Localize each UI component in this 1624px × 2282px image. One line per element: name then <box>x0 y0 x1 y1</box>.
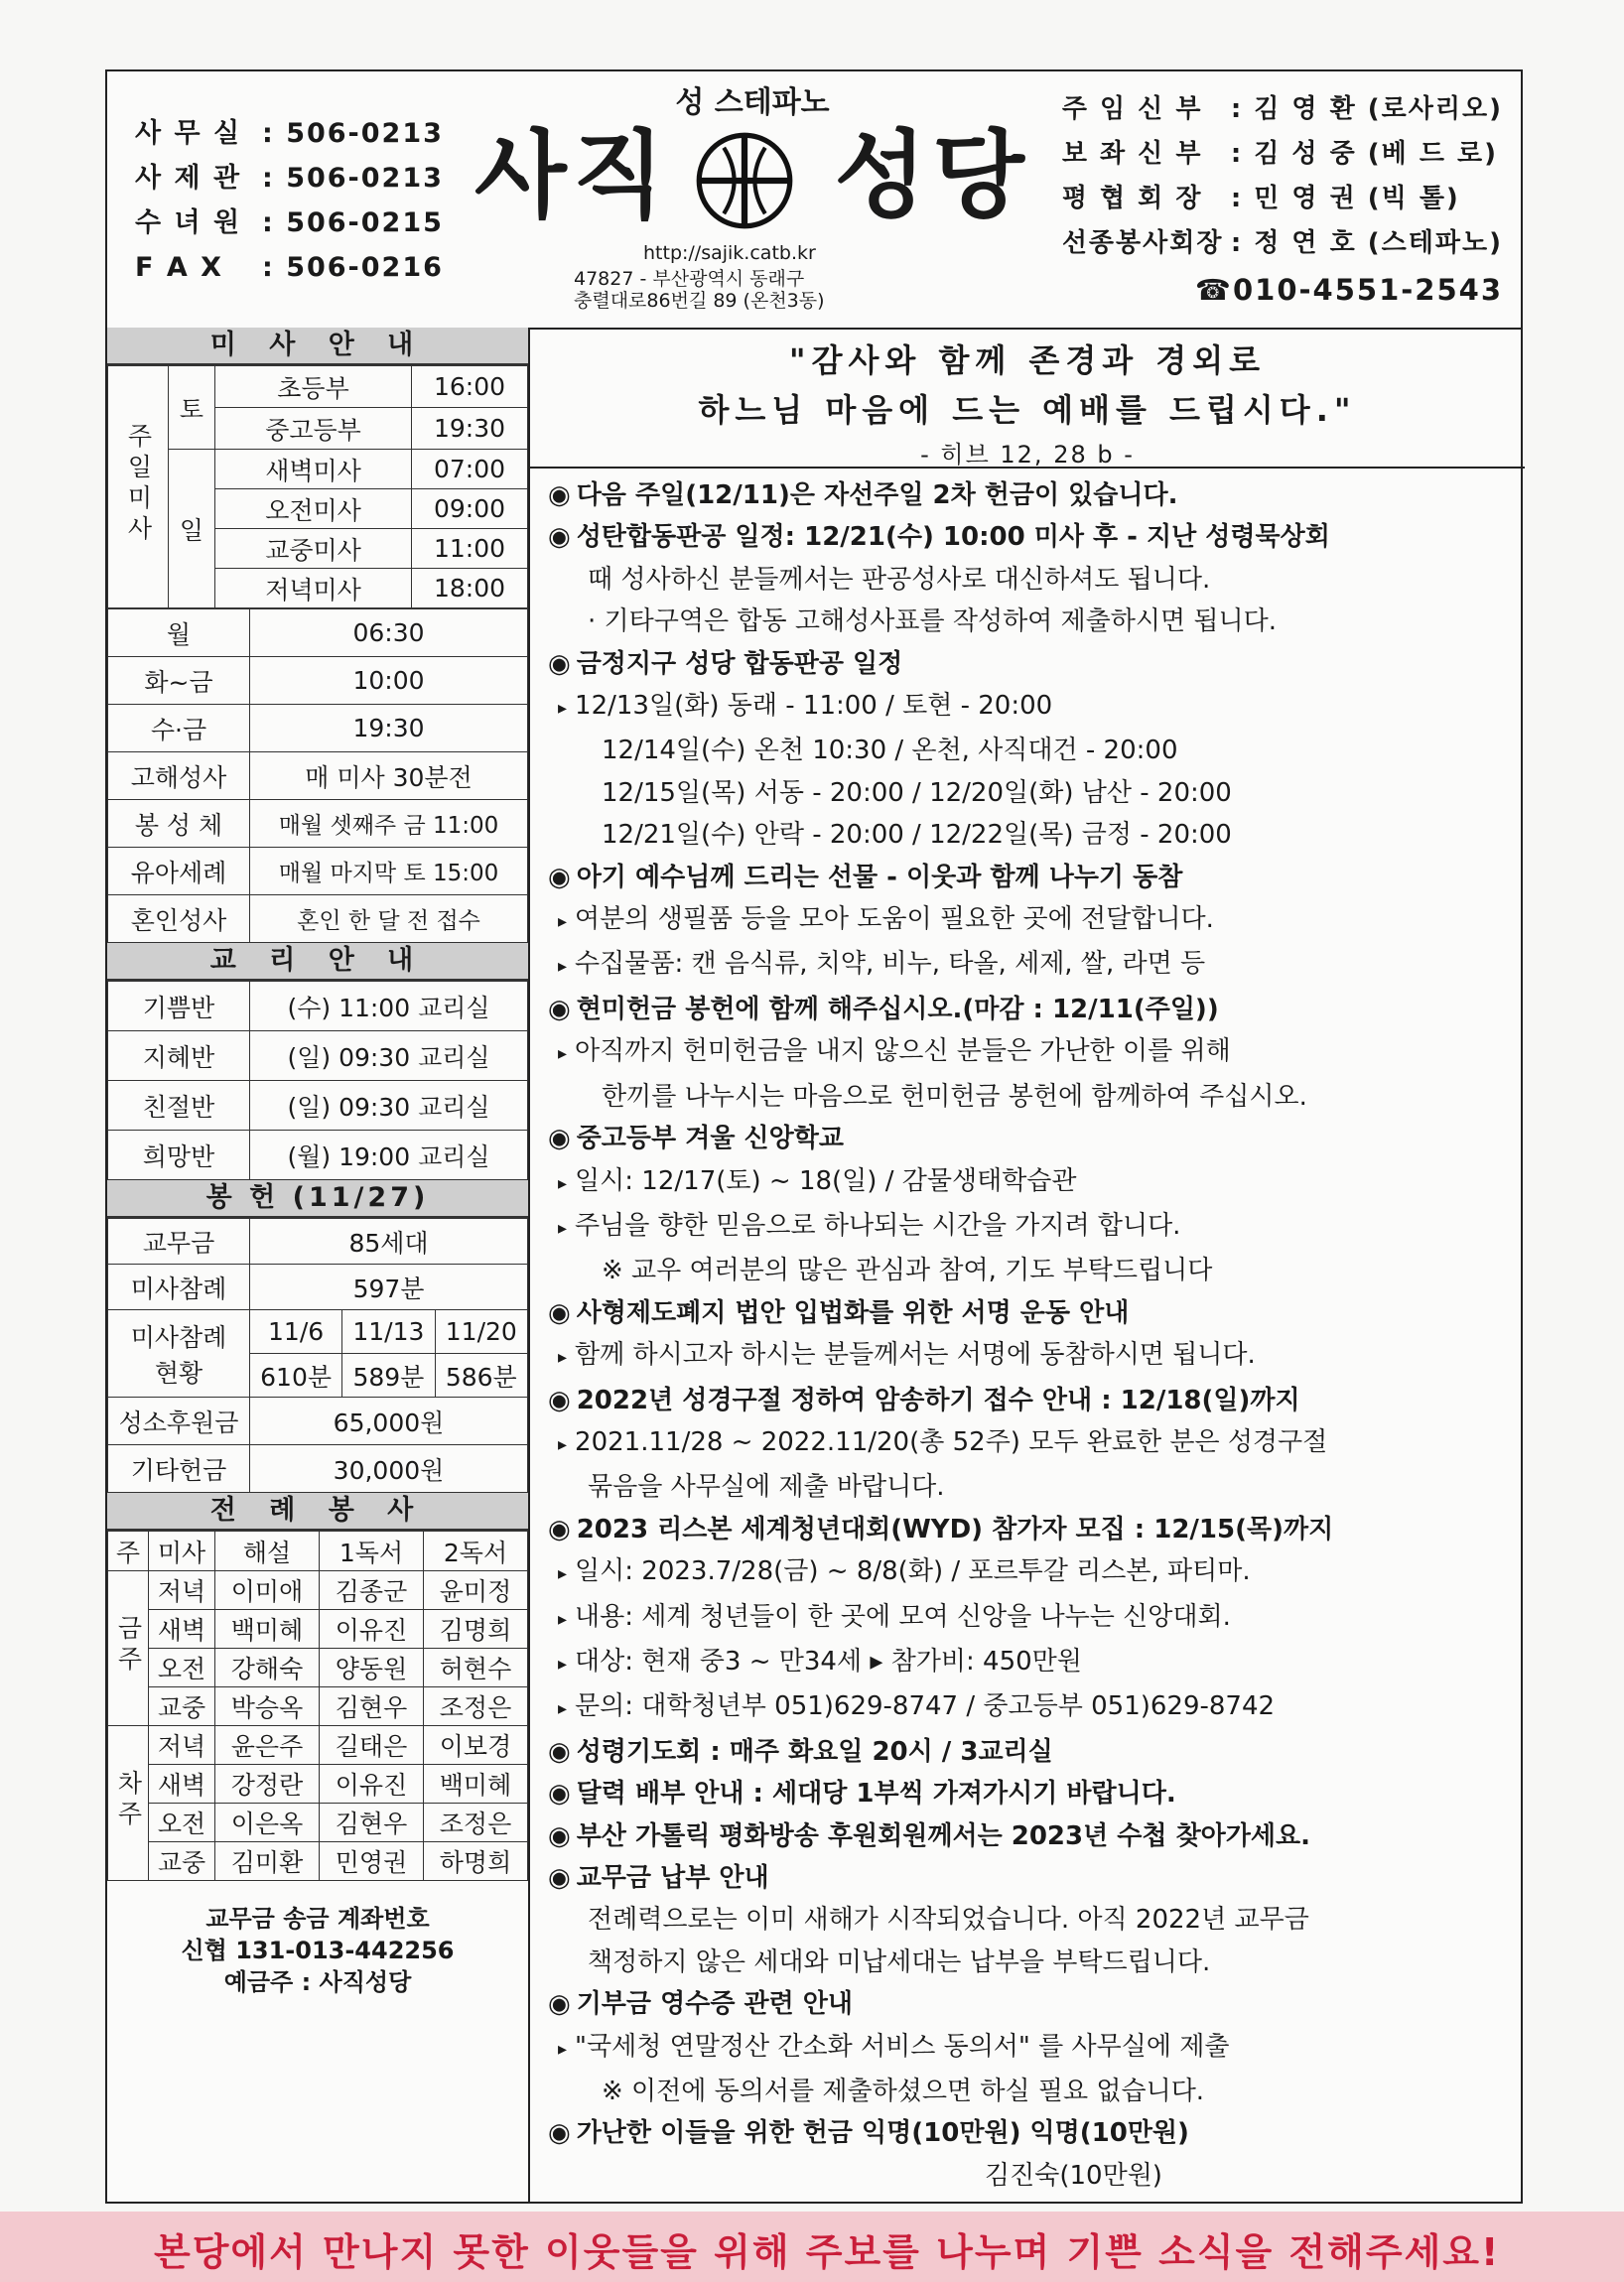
announcement-line <box>548 1380 1525 1421</box>
offering-value: 85세대 <box>250 1219 528 1265</box>
announcement-line <box>548 989 1525 1030</box>
announcement-line <box>548 1983 1525 2025</box>
mass-name: 중고등부 <box>215 408 412 450</box>
liturgy-person: 윤은주 <box>215 1726 320 1765</box>
attendance-date: 11/20 <box>435 1310 527 1354</box>
clergy-role: 선종봉사회장 <box>1061 228 1224 258</box>
liturgy-person: 박승옥 <box>215 1687 320 1726</box>
announcement-line <box>548 1466 1525 1508</box>
arrow-icon: ▸ <box>558 956 568 978</box>
announcement-line <box>548 1334 1525 1379</box>
weekday-label: 월 <box>108 609 250 657</box>
bullet-icon: ◉ <box>548 480 571 510</box>
liturgy-person: 하명희 <box>424 1842 528 1881</box>
arrow-icon: ▸ <box>558 1347 568 1369</box>
announcement-text: 성탄합동판공 일정: 12/21(수) 10:00 미사 후 - 지난 성령묵상회 <box>576 522 1330 553</box>
weekday-label: 화~금 <box>108 657 250 705</box>
announcement-line <box>548 1205 1525 1250</box>
announcement-text: 주님을 향한 믿음으로 하나되는 시간을 가지려 합니다. <box>575 1210 1181 1241</box>
announcement-text: 2023 리스본 세계청년대회(WYD) 참가자 모집 : 12/15(목)까지 <box>576 1514 1334 1544</box>
announcement-line <box>548 1292 1525 1334</box>
announcement-line <box>548 685 1525 730</box>
phone-number: ☎010-4551-2543 <box>1194 273 1503 307</box>
arrow-icon: ▸ <box>558 1653 568 1675</box>
clergy-row <box>1062 132 1503 177</box>
bullet-icon: ◉ <box>548 2118 571 2149</box>
announcement-text: 부산 가톨릭 평화방송 후원회원께서는 2023년 수첩 찾아가세요. <box>576 1820 1311 1851</box>
class-time: (수) 11:00 교리실 <box>250 982 528 1031</box>
attendance-date: 11/6 <box>250 1310 342 1354</box>
contact-label: F A X <box>135 252 223 283</box>
announcement-line <box>548 943 1525 988</box>
arrow-icon: ▸ <box>558 2038 568 2060</box>
announcement-line <box>548 1596 1525 1641</box>
announcement-text: 전례력으로는 이미 새해가 시작되었습니다. 아직 2022년 교무금 <box>588 1905 1309 1936</box>
weekday-label: 혼인성사 <box>108 895 250 943</box>
contact-row <box>135 201 444 245</box>
clergy-role: 보 좌 신 부 <box>1061 139 1203 169</box>
liturgy-person: 김현우 <box>320 1804 424 1842</box>
mass-table <box>107 365 528 608</box>
church-subtitle: 성 스테파노 <box>675 85 830 120</box>
offering-label: 미사참례 <box>108 1265 250 1310</box>
announcement-line <box>548 1250 1525 1291</box>
weekday-value: 매월 셋째주 금 11:00 <box>250 800 528 848</box>
announcement-text: 달력 배부 안내 : 세대당 1부씩 가져가시기 바랍니다. <box>576 1779 1176 1810</box>
liturgy-mass: 저녁 <box>149 1571 215 1610</box>
announcement-text: 성령기도회 : 매주 화요일 20시 / 3교리실 <box>576 1736 1053 1767</box>
left-column <box>107 328 530 2204</box>
liturgy-person: 강해숙 <box>215 1649 320 1687</box>
clergy-row <box>1062 221 1503 266</box>
announcement-line <box>548 1509 1525 1550</box>
announcement-text: 기부금 영수증 관련 안내 <box>576 1989 854 2020</box>
announcement-line <box>548 1030 1525 1075</box>
announcement-line <box>548 559 1525 601</box>
announcement-line <box>548 1421 1525 1466</box>
clergy-name: : 김 영 환 (로사리오) <box>1230 94 1503 124</box>
announcement-text: 아직까지 헌미헌금을 내지 않으신 분들은 가난한 이를 위해 <box>575 1036 1231 1067</box>
account-line: 예금주 : 사직성당 <box>223 1968 412 1996</box>
announcement-line <box>548 1815 1525 1857</box>
footer-banner <box>0 2212 1624 2282</box>
announcement-text: 때 성사하신 분들께서는 판공성사로 대신하셔도 됩니다. <box>588 564 1211 595</box>
announcement-line <box>548 2155 1525 2197</box>
announcement-text: 사형제도폐지 법안 입법화를 위한 서명 운동 안내 <box>576 1297 1130 1328</box>
weekday-value: 19:30 <box>250 705 528 752</box>
liturgy-head: 1독서 <box>320 1532 424 1571</box>
arrow-icon: ▸ <box>558 1172 568 1194</box>
liturgy-mass: 오전 <box>149 1804 215 1842</box>
weekday-value: 10:00 <box>250 657 528 705</box>
clergy-name: : 정 연 호 (스테파노) <box>1230 228 1503 258</box>
weekday-label: 유아세례 <box>108 848 250 895</box>
bullet-icon: ◉ <box>548 994 571 1024</box>
bullet-icon: ◉ <box>548 1863 571 1893</box>
announcement-line <box>548 1857 1525 1899</box>
bullet-icon: ◉ <box>548 1514 571 1544</box>
announcement-text: "국세청 연말정산 간소화 서비스 동의서" 를 사무실에 제출 <box>575 2031 1230 2062</box>
sun-label: 일 <box>169 450 215 608</box>
weekday-label: 고해성사 <box>108 752 250 800</box>
arrow-icon: ▸ <box>558 1563 568 1585</box>
class-time: (일) 09:30 교리실 <box>250 1031 528 1081</box>
liturgy-mass: 새벽 <box>149 1610 215 1649</box>
quote-line: 하느님 마음에 드는 예배를 드립시다." <box>698 391 1357 429</box>
bullet-icon: ◉ <box>548 522 571 553</box>
contact-value: : 506-0215 <box>262 207 444 238</box>
arrow-icon: ▸ <box>558 1433 568 1455</box>
weekday-value: 06:30 <box>250 609 528 657</box>
liturgy-person: 강정란 <box>215 1765 320 1804</box>
announcement-text: 가난한 이들을 위한 헌금 익명(10만원) 익명(10만원) <box>576 2118 1189 2149</box>
bullet-icon: ◉ <box>548 1779 571 1810</box>
mass-time: 19:30 <box>412 408 528 450</box>
contact-row <box>135 245 444 290</box>
contact-label: 사 제 관 <box>135 163 242 194</box>
announcement-text: 일시: 12/17(토) ~ 18(일) / 감물생태학습관 <box>575 1165 1077 1196</box>
announcement-text: 내용: 세계 청년들이 한 곳에 모여 신앙을 나누는 신앙대회. <box>575 1601 1231 1632</box>
church-name-right: 성당 <box>834 120 1030 231</box>
liturgy-person: 김현우 <box>320 1687 424 1726</box>
header <box>107 71 1521 330</box>
announcement-line <box>548 2071 1525 2112</box>
announcement-line <box>548 772 1525 814</box>
announcement-text: 일시: 2023.7/28(금) ~ 8/8(화) / 포르투갈 리스본, 파티마. <box>575 1556 1251 1587</box>
bullet-icon: ◉ <box>548 1297 571 1328</box>
this-week-text: 금주 <box>114 1614 143 1677</box>
announcement-text: 대상: 현재 중3 ~ 만34세 ▸ 참가비: 450만원 <box>575 1646 1082 1677</box>
announcement-line <box>548 1773 1525 1814</box>
weekday-value: 혼인 한 달 전 접수 <box>250 895 528 943</box>
announcement-line <box>548 1550 1525 1595</box>
weekday-value: 매월 마지막 토 15:00 <box>250 848 528 895</box>
church-address <box>574 268 825 312</box>
church-brand <box>455 71 1050 328</box>
mass-name: 초등부 <box>215 366 412 408</box>
quote-line: "감사와 함께 존경과 경외로 <box>788 341 1267 379</box>
clergy-row <box>1062 87 1503 132</box>
clergy-role: 평 협 회 장 <box>1061 184 1203 213</box>
weekday-label: 봉 성 체 <box>108 800 250 848</box>
announcement-line <box>548 1685 1525 1730</box>
offering-label: 기타헌금 <box>108 1445 250 1493</box>
mass-time: 18:00 <box>412 569 528 608</box>
clergy-name: : 민 영 권 (빅 톨) <box>1230 184 1460 213</box>
liturgy-person: 이유진 <box>320 1765 424 1804</box>
banner-text: 본당에서 만나지 못한 이웃들을 위해 주보를 나누며 기쁜 소식을 전해주세요! <box>154 2230 1501 2274</box>
catechism-table <box>107 981 528 1180</box>
church-logo-icon <box>693 129 796 232</box>
church-name-left: 사직 <box>474 120 671 231</box>
catechism-section-title: 교 리 안 내 <box>107 943 528 981</box>
status-label-line: 미사참례 <box>130 1322 227 1352</box>
announcement-text: 교무금 납부 안내 <box>576 1863 769 1893</box>
announcement-text: 2022년 성경구절 정하여 암송하기 접수 안내 : 12/18(일)까지 <box>576 1385 1300 1415</box>
announcement-line <box>548 857 1525 898</box>
clergy-role: 주 임 신 부 <box>1061 94 1203 124</box>
next-week-text: 차주 <box>114 1769 143 1831</box>
contact-row <box>135 156 444 201</box>
class-name: 기쁨반 <box>108 982 250 1031</box>
liturgy-person: 이보경 <box>424 1726 528 1765</box>
announcement-line <box>548 814 1525 856</box>
liturgy-mass: 저녁 <box>149 1726 215 1765</box>
quote-reference: - 히브 12, 28 b - <box>920 441 1135 469</box>
announcement-text: 김진숙(10만원) <box>985 2160 1162 2191</box>
bullet-icon: ◉ <box>548 1820 571 1851</box>
announcement-text: 12/21일(수) 안락 - 20:00 / 12/22일(목) 금정 - 20:00 <box>602 820 1232 851</box>
liturgy-person: 김미환 <box>215 1842 320 1881</box>
address-line: 충렬대로86번길 89 (온천3동) <box>574 290 825 312</box>
right-column <box>530 328 1525 2204</box>
class-name: 친절반 <box>108 1081 250 1131</box>
arrow-icon: ▸ <box>558 1217 568 1239</box>
liturgy-person: 윤미정 <box>424 1571 528 1610</box>
liturgy-person: 양동원 <box>320 1649 424 1687</box>
announcement-text: 12/14일(수) 온천 10:30 / 온천, 사직대건 - 20:00 <box>602 736 1178 766</box>
bullet-icon: ◉ <box>548 648 571 679</box>
contact-label: 수 녀 원 <box>135 207 242 238</box>
liturgy-person: 백미혜 <box>215 1610 320 1649</box>
arrow-icon: ▸ <box>558 911 568 933</box>
clergy-list <box>1062 87 1503 313</box>
attendance-count: 589분 <box>342 1354 435 1398</box>
offering-section-title: 봉 헌 (11/27) <box>107 1180 528 1218</box>
weekday-label: 수·금 <box>108 705 250 752</box>
announcement-line <box>548 2026 1525 2071</box>
mass-time: 16:00 <box>412 366 528 408</box>
announcement-line <box>548 730 1525 771</box>
liturgy-head: 2독서 <box>424 1532 528 1571</box>
announcement-text: 한끼를 나누시는 마음으로 헌미헌금 봉헌에 함께하여 주십시오. <box>602 1081 1307 1112</box>
status-label-line: 현황 <box>154 1358 203 1388</box>
sunday-mass-label <box>108 366 169 608</box>
liturgy-mass: 새벽 <box>149 1765 215 1804</box>
this-week-label <box>108 1571 149 1726</box>
mass-time: 07:00 <box>412 450 528 489</box>
offering-label: 교무금 <box>108 1219 250 1265</box>
contact-value: : 506-0213 <box>262 118 444 149</box>
class-name: 희망반 <box>108 1131 250 1180</box>
liturgy-mass: 오전 <box>149 1649 215 1687</box>
weekday-mass-table <box>107 608 528 943</box>
liturgy-mass: 교중 <box>149 1687 215 1726</box>
announcement-list <box>530 469 1525 2197</box>
attendance-count: 610분 <box>250 1354 342 1398</box>
announcement-line <box>548 1641 1525 1685</box>
arrow-icon: ▸ <box>558 1698 568 1720</box>
liturgy-head: 해설 <box>215 1532 320 1571</box>
mass-section-title: 미 사 안 내 <box>107 328 528 365</box>
contact-value: : 506-0213 <box>262 163 444 194</box>
announcement-line <box>548 601 1525 642</box>
announcement-line <box>548 1076 1525 1118</box>
announcement-line <box>548 1731 1525 1773</box>
liturgy-head: 주 <box>108 1532 149 1571</box>
bullet-icon: ◉ <box>548 1124 571 1154</box>
attendance-date: 11/13 <box>342 1310 435 1354</box>
announcement-text: 문의: 대학청년부 051)629-8747 / 중고등부 051)629-8742 <box>575 1691 1276 1722</box>
scripture-quote <box>530 328 1525 469</box>
contact-label: 사 무 실 <box>135 118 242 149</box>
offering-value: 597분 <box>250 1265 528 1310</box>
contact-value: : 506-0216 <box>262 252 444 283</box>
announcement-text: 현미헌금 봉헌에 함께 해주십시오.(마감 : 12/11(주일)) <box>576 994 1219 1024</box>
announcement-line <box>548 643 1525 685</box>
contact-row <box>135 111 444 156</box>
liturgy-person: 이은옥 <box>215 1804 320 1842</box>
announcement-text: 묶음을 사무실에 제출 바랍니다. <box>588 1472 945 1503</box>
liturgy-person: 김종군 <box>320 1571 424 1610</box>
class-name: 지혜반 <box>108 1031 250 1081</box>
bullet-icon: ◉ <box>548 1385 571 1415</box>
liturgy-person: 길태은 <box>320 1726 424 1765</box>
liturgy-person: 조정은 <box>424 1687 528 1726</box>
announcement-line <box>548 1942 1525 1983</box>
weekday-value: 매 미사 30분전 <box>250 752 528 800</box>
bullet-icon: ◉ <box>548 1736 571 1767</box>
liturgy-person: 김명희 <box>424 1610 528 1649</box>
liturgy-mass: 교중 <box>149 1842 215 1881</box>
bullet-icon: ◉ <box>548 1989 571 2020</box>
mass-name: 새벽미사 <box>215 450 412 489</box>
clergy-row <box>1062 177 1503 221</box>
announcement-text: 함께 하시고자 하시는 분들께서는 서명에 동참하시면 됩니다. <box>575 1340 1256 1371</box>
liturgy-person: 이유진 <box>320 1610 424 1649</box>
announcement-line <box>548 516 1525 558</box>
liturgy-person: 민영권 <box>320 1842 424 1881</box>
next-week-label <box>108 1726 149 1881</box>
announcement-line <box>548 1118 1525 1159</box>
class-time: (일) 09:30 교리실 <box>250 1081 528 1131</box>
liturgy-person: 허현수 <box>424 1649 528 1687</box>
announcement-line <box>548 1160 1525 1205</box>
announcement-text: 12/13일(화) 동래 - 11:00 / 토현 - 20:00 <box>575 691 1053 722</box>
liturgy-head: 미사 <box>149 1532 215 1571</box>
announcement-text: 아기 예수님께 드리는 선물 - 이웃과 함께 나누기 동참 <box>576 862 1183 892</box>
offering-table <box>107 1218 528 1493</box>
account-line: 신협 131-013-442256 <box>181 1937 455 1964</box>
mass-time: 09:00 <box>412 489 528 529</box>
announcement-text: ※ 교우 여러분의 많은 관심과 참여, 기도 부탁드립니다 <box>602 1256 1213 1286</box>
class-time: (월) 19:00 교리실 <box>250 1131 528 1180</box>
church-url[interactable]: http://sajik.catb.kr <box>643 242 816 264</box>
liturgy-table <box>107 1531 528 1881</box>
announcement-text: · 기타구역은 합동 고해성사표를 작성하여 제출하시면 됩니다. <box>588 606 1278 637</box>
attendance-count: 586분 <box>435 1354 527 1398</box>
clergy-name: : 김 성 중 (베 드 로) <box>1230 139 1498 169</box>
bulletin-frame <box>105 69 1523 2204</box>
attendance-status-label <box>108 1310 250 1398</box>
arrow-icon: ▸ <box>558 1608 568 1630</box>
liturgy-section-title: 전 례 봉 사 <box>107 1493 528 1531</box>
announcement-line <box>548 898 1525 943</box>
address-line: 47827 - 부산광역시 동래구 <box>574 268 805 290</box>
mass-name: 저녁미사 <box>215 569 412 608</box>
offering-value: 65,000원 <box>250 1398 528 1445</box>
announcement-text: 다음 주일(12/11)은 자선주일 2차 헌금이 있습니다. <box>576 480 1178 510</box>
announcement-text: ※ 이전에 동의서를 제출하셨으면 하실 필요 없습니다. <box>602 2077 1205 2107</box>
bullet-icon: ◉ <box>548 862 571 892</box>
announcement-text: 12/15일(목) 서동 - 20:00 / 12/20일(화) 남산 - 20:00 <box>602 777 1232 808</box>
offering-value: 30,000원 <box>250 1445 528 1493</box>
mass-time: 11:00 <box>412 529 528 569</box>
liturgy-person: 백미혜 <box>424 1765 528 1804</box>
arrow-icon: ▸ <box>558 1043 568 1065</box>
announcement-text: 수집물품: 캔 음식류, 치약, 비누, 타올, 세제, 쌀, 라면 등 <box>575 949 1206 980</box>
liturgy-person: 이미애 <box>215 1571 320 1610</box>
arrow-icon: ▸ <box>558 698 568 720</box>
announcement-text: 책정하지 않은 세대와 미납세대는 납부을 부탁드립니다. <box>588 1946 1211 1977</box>
offering-label: 성소후원금 <box>108 1398 250 1445</box>
mass-name: 오전미사 <box>215 489 412 529</box>
liturgy-person: 조정은 <box>424 1804 528 1842</box>
contact-list <box>135 111 444 290</box>
announcement-text: 중고등부 겨울 신앙학교 <box>576 1124 844 1154</box>
announcement-text: 금정지구 성당 합동판공 일정 <box>576 648 903 679</box>
announcement-text: 여분의 생필품 등을 모아 도움이 필요한 곳에 전달합니다. <box>575 904 1214 935</box>
sat-label: 토 <box>169 366 215 450</box>
mass-name: 교중미사 <box>215 529 412 569</box>
sunday-mass-text: 주일미사 <box>124 422 153 546</box>
announcement-line <box>548 1899 1525 1941</box>
announcement-line <box>548 474 1525 516</box>
announcement-text: 2021.11/28 ~ 2022.11/20(총 52주) 모두 완료한 분은 성경구절 <box>575 1426 1328 1457</box>
bank-account <box>107 1903 528 1998</box>
announcement-line <box>548 2112 1525 2154</box>
account-line: 교무금 송금 계좌번호 <box>205 1905 430 1933</box>
